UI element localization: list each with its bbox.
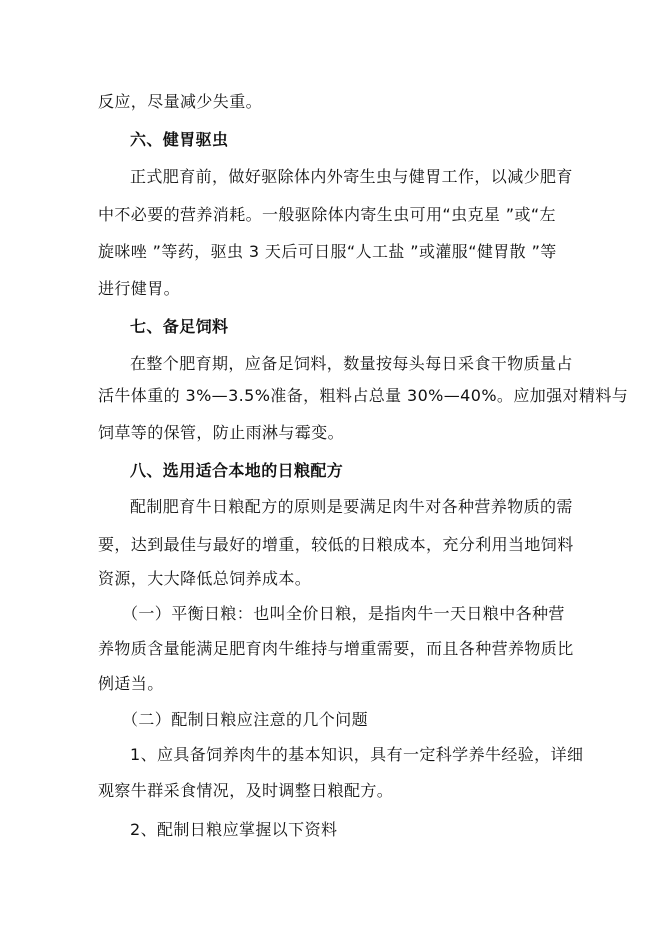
paragraph-line: 2、配制日粮应掌握以下资料 <box>130 820 338 839</box>
paragraph-line: 资源，大大降低总饲养成本。 <box>98 569 312 588</box>
section-heading-7: 七、备足饲料 <box>130 317 229 336</box>
paragraph-line: 配制肥育牛日粮配方的原则是要满足肉牛对各种营养物质的需 <box>130 497 573 516</box>
paragraph-line: 观察牛群采食情况，及时调整日粮配方。 <box>98 781 394 800</box>
paragraph-line: 在整个肥育期，应备足饲料，数量按每头每日采食干物质量占 <box>130 354 573 373</box>
paragraph-line: （一）平衡日粮：也叫全价日粮，是指肉牛一天日粮中各种营 <box>122 604 565 623</box>
paragraph-line: 例适当。 <box>98 674 164 693</box>
paragraph-line: 反应，尽量减少失重。 <box>98 92 263 111</box>
paragraph-line: 要，达到最佳与最好的增重，较低的日粮成本，充分利用当地饲料 <box>98 535 574 554</box>
section-heading-6: 六、健胃驱虫 <box>130 130 229 149</box>
paragraph-line: 正式肥育前，做好驱除体内外寄生虫与健胃工作，以减少肥育 <box>130 167 573 186</box>
paragraph-line: 旋咪唑 ”等药，驱虫 3 天后可日服“人工盐 ”或灌服“健胃散 ”等 <box>98 242 557 261</box>
paragraph-line: 进行健胃。 <box>98 279 181 298</box>
subsection-heading: （二）配制日粮应注意的几个问题 <box>122 710 369 729</box>
paragraph-line: 1、应具备饲养肉牛的基本知识，具有一定科学养牛经验，详细 <box>130 745 584 764</box>
section-heading-8: 八、选用适合本地的日粮配方 <box>130 461 344 480</box>
paragraph-line: 养物质含量能满足肥育肉牛维持与增重需要，而且各种营养物质比 <box>98 639 574 658</box>
paragraph-line: 饲草等的保管，防止雨淋与霉变。 <box>98 423 345 442</box>
paragraph-line: 中不必要的营养消耗。一般驱除体内寄生虫可用“虫克星 ”或“左 <box>98 205 556 224</box>
paragraph-line: 活牛体重的 3%—3.5%准备，粗料占总量 30%—40%。应加强对精料与 <box>98 386 629 405</box>
